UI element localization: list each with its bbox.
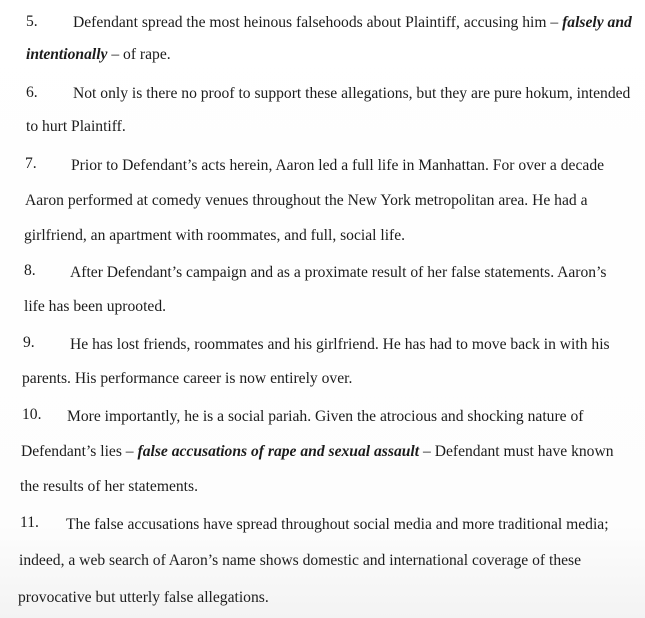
paragraph-line: The false accusations have spread throughout social media and more traditional media; — [66, 516, 609, 533]
paragraph-line: Defendant spread the most heinous falsehoods about Plaintiff, accusing him – falsely and — [73, 14, 632, 31]
paragraph-line: intentionally – of rape. — [26, 46, 171, 63]
paragraph-line: Prior to Defendant’s acts herein, Aaron led a full life in Manhattan. For over a decade — [71, 157, 605, 174]
paragraph-number: 11. — [20, 514, 39, 531]
paragraph-number: 9. — [23, 334, 35, 351]
paragraph-number: 7. — [25, 155, 37, 172]
paragraph-line: Defendant’s lies – false accusations of rape and sexual assault – Defendant must have known — [21, 443, 614, 460]
paragraph-line: Not only is there no proof to support these allegations, but they are pure hokum, intended — [73, 85, 631, 102]
emphasis-text: falsely and — [562, 14, 632, 31]
paragraph-line: Aaron performed at comedy venues throughout the New York metropolitan area. He had a — [25, 192, 588, 209]
paragraph-line: life has been uprooted. — [24, 298, 167, 315]
paragraph-number: 6. — [26, 84, 38, 101]
paragraph-line: After Defendant’s campaign and as a proximate result of her false statements. Aaron’s — [70, 264, 607, 281]
paragraph-line: parents. His performance career is now entirely over. — [22, 370, 353, 387]
paragraph-number: 5. — [26, 13, 38, 30]
paragraph-line: provocative but utterly false allegations. — [18, 589, 269, 606]
paragraph-line: indeed, a web search of Aaron’s name shows domestic and international coverage of these — [19, 552, 582, 569]
paragraph-number: 8. — [24, 262, 36, 279]
paragraph-line: the results of her statements. — [20, 478, 198, 495]
paragraph-line: girlfriend, an apartment with roommates, and full, social life. — [24, 227, 406, 244]
emphasis-text: false accusations of rape and sexual assault — [137, 443, 420, 460]
emphasis-text: intentionally — [26, 46, 108, 63]
paragraph-number: 10. — [22, 406, 42, 423]
paragraph-line: More importantly, he is a social pariah. Given the atrocious and shocking nature of — [67, 408, 584, 425]
paragraph-line: He has lost friends, roommates and his girlfriend. He has had to move back in with his — [70, 336, 610, 353]
paragraph-line: to hurt Plaintiff. — [26, 118, 126, 135]
